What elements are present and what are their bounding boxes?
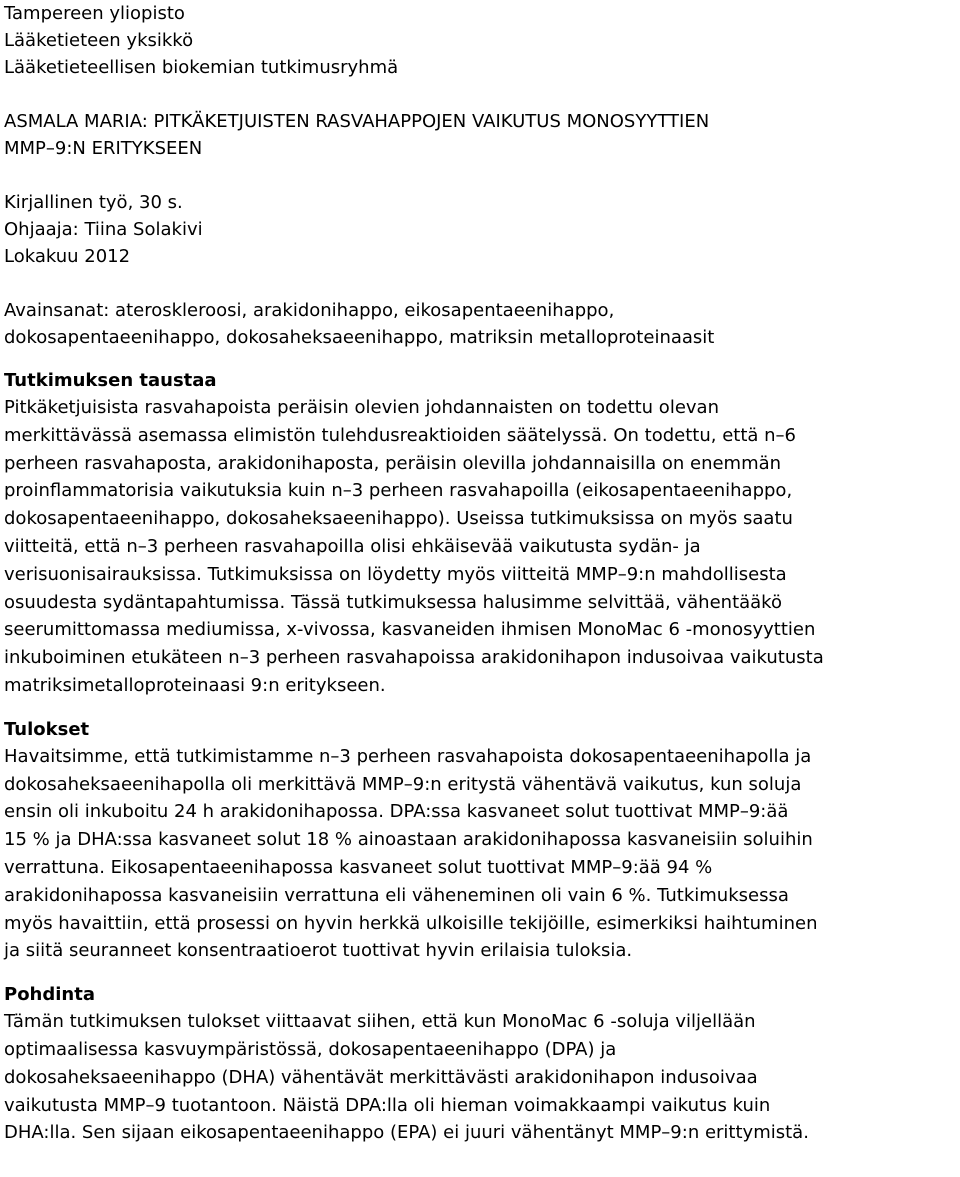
paragraph-line: verisuonisairauksissa. Tutkimuksissa on löydetty myös viitteitä MMP–9:n mahdollisesta	[4, 563, 787, 585]
keywords	[4, 297, 960, 351]
paragraph-line: Pitkäketjuisista rasvahapoista peräisin olevien johdannaisten on todettu olevan	[4, 397, 719, 418]
paragraph-line: merkittävässä asemassa elimistön tulehdusreaktioiden säätelyssä. On todettu, että n–6	[4, 424, 796, 446]
institution-header	[4, 0, 960, 81]
paragraph-line: dokosaheksaeenihappo (DHA) vähentävät merkittävästi arakidonihapon indusoivaa	[4, 1066, 758, 1088]
background-heading: Tutkimuksen taustaa	[4, 370, 217, 391]
paragraph-line: proinflammatorisia vaikutuksia kuin n–3 perheen rasvahapoilla (eikosapentaeenihappo,	[4, 480, 793, 502]
paragraph-line: vaikutusta MMP–9 tuotantoon. Näistä DPA:lla oli hieman voimakkaampi vaikutus kuin	[4, 1094, 771, 1116]
document-meta	[4, 189, 960, 270]
paragraph-line: dokosaheksaeenihapolla oli merkittävä MMP–9:n eritystä vähentävä vaikutus, kun soluja	[4, 773, 802, 795]
paragraph-line: inkuboiminen etukäteen n–3 perheen rasvahapoissa arakidonihapon indusoivaa vaikutusta	[4, 647, 824, 669]
document-page	[4, 0, 960, 1147]
discussion-heading: Pohdinta	[4, 984, 95, 1006]
paragraph-line: viitteitä, että n–3 perheen rasvahapoilla olisi ehkäisevää vaikutusta sydän- ja	[4, 535, 701, 557]
results-body	[4, 743, 960, 965]
keywords-line: dokosapentaeenihappo, dokosaheksaeenihappo, matriksin metalloproteinaasit	[4, 327, 715, 348]
supervisor: Ohjaaja: Tiina Solakivi	[4, 219, 203, 240]
results-section	[4, 716, 960, 965]
unit-name: Lääketieteen yksikkö	[4, 30, 194, 51]
work-type: Kirjallinen työ, 30 s.	[4, 192, 183, 213]
paragraph-line: perheen rasvahaposta, arakidonihaposta, peräisin olevilla johdannaisilla on enemmän	[4, 452, 782, 474]
paragraph-line: Tämän tutkimuksen tulokset viittaavat siihen, että kun MonoMac 6 -soluja viljellään	[4, 1011, 756, 1033]
paragraph-line: myös havaittiin, että prosessi on hyvin herkkä ulkoisille tekijöille, esimerkiksi haihtuminen	[4, 912, 818, 934]
paragraph-line: DHA:lla. Sen sijaan eikosapentaeenihappo (EPA) ei juuri vähentänyt MMP–9:n erittymistä.	[4, 1122, 809, 1144]
results-heading: Tulokset	[4, 718, 90, 740]
keywords-line: Avainsanat: ateroskleroosi, arakidonihappo, eikosapentaeenihappo,	[4, 300, 615, 321]
paragraph-line: verrattuna. Eikosapentaeenihapossa kasvaneet solut tuottivat MMP–9:ää 94 %	[4, 856, 713, 878]
title-line: MMP–9:N ERITYKSEEN	[4, 138, 203, 159]
research-group-name: Lääketieteellisen biokemian tutkimusryhmä	[4, 57, 399, 78]
paragraph-line: 15 % ja DHA:ssa kasvaneet solut 18 % ainoastaan arakidonihapossa kasvaneisiin soluihin	[4, 829, 813, 851]
paragraph-line: ja siitä seuranneet konsentraatioerot tuottivat hyvin erilaisia tuloksia.	[4, 940, 633, 962]
university-name: Tampereen yliopisto	[4, 3, 185, 24]
paragraph-line: matriksimetalloproteinaasi 9:n eritykseen.	[4, 674, 386, 696]
discussion-section	[4, 981, 960, 1147]
publication-date: Lokakuu 2012	[4, 246, 131, 267]
paragraph-line: Havaitsimme, että tutkimistamme n–3 perheen rasvahapoista dokosapentaeenihapolla ja	[4, 745, 812, 767]
paragraph-line: optimaalisessa kasvuympäristössä, dokosapentaeenihappo (DPA) ja	[4, 1038, 617, 1060]
discussion-body	[4, 1008, 960, 1147]
paragraph-line: osuudesta sydäntapahtumissa. Tässä tutkimuksessa halusimme selvittää, vähentääkö	[4, 591, 782, 613]
document-title	[4, 108, 960, 162]
paragraph-line: dokosapentaeenihappo, dokosaheksaeenihappo). Useissa tutkimuksissa on myös saatu	[4, 508, 793, 530]
background-body	[4, 394, 960, 700]
background-section	[4, 367, 960, 700]
title-line: ASMALA MARIA: PITKÄKETJUISTEN RASVAHAPPOJEN VAIKUTUS MONOSYYTTIEN	[4, 111, 710, 132]
paragraph-line: ensin oli inkuboitu 24 h arakidonihapossa. DPA:ssa kasvaneet solut tuottivat MMP–9:ää	[4, 801, 789, 823]
paragraph-line: seerumittomassa mediumissa, x-vivossa, kasvaneiden ihmisen MonoMac 6 -monosyyttien	[4, 619, 816, 641]
paragraph-line: arakidonihapossa kasvaneisiin verrattuna eli väheneminen oli vain 6 %. Tutkimuksessa	[4, 884, 789, 906]
